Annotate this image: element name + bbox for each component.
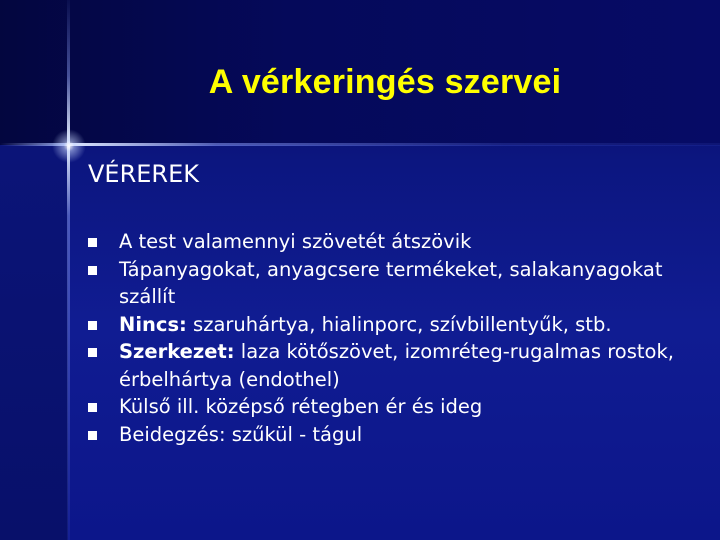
section-heading: VÉREREK	[88, 160, 199, 188]
square-bullet-icon	[88, 266, 97, 275]
bullet-item	[88, 338, 708, 393]
light-flare-horizontal	[0, 143, 720, 146]
bullet-list	[88, 228, 708, 448]
bullet-text: Külső ill. középső rétegben ér és ideg	[119, 395, 483, 418]
bullet-text: laza kötőszövet, izomréteg-rugalmas rostok, érbelhártya (endothel)	[119, 340, 674, 391]
bullet-bold-text: Nincs:	[119, 312, 187, 336]
square-bullet-icon	[88, 431, 97, 440]
bullet-item	[88, 311, 708, 339]
bullet-item	[88, 421, 708, 449]
bullet-text: Beidegzés: szűkül - tágul	[119, 422, 363, 446]
left-band	[0, 145, 68, 540]
light-flare-star	[52, 129, 86, 163]
square-bullet-icon	[88, 348, 97, 357]
square-bullet-icon	[88, 321, 97, 330]
bullet-item	[88, 393, 708, 421]
bullet-item	[88, 228, 708, 256]
bullet-text: Tápanyagokat, anyagcsere termékeket, salakanyagokat szállít	[119, 257, 663, 308]
square-bullet-icon	[88, 403, 97, 412]
slide-title: A vérkeringés szervei	[208, 63, 562, 101]
bullet-bold-text: Szerkezet:	[119, 340, 235, 363]
square-bullet-icon	[88, 238, 97, 247]
bullet-text: szaruhártya, hialinporc, szívbillentyűk, stb.	[186, 312, 612, 336]
bullet-item	[88, 256, 708, 311]
bullet-text: A test valamennyi szövetét átszövik	[119, 230, 472, 253]
